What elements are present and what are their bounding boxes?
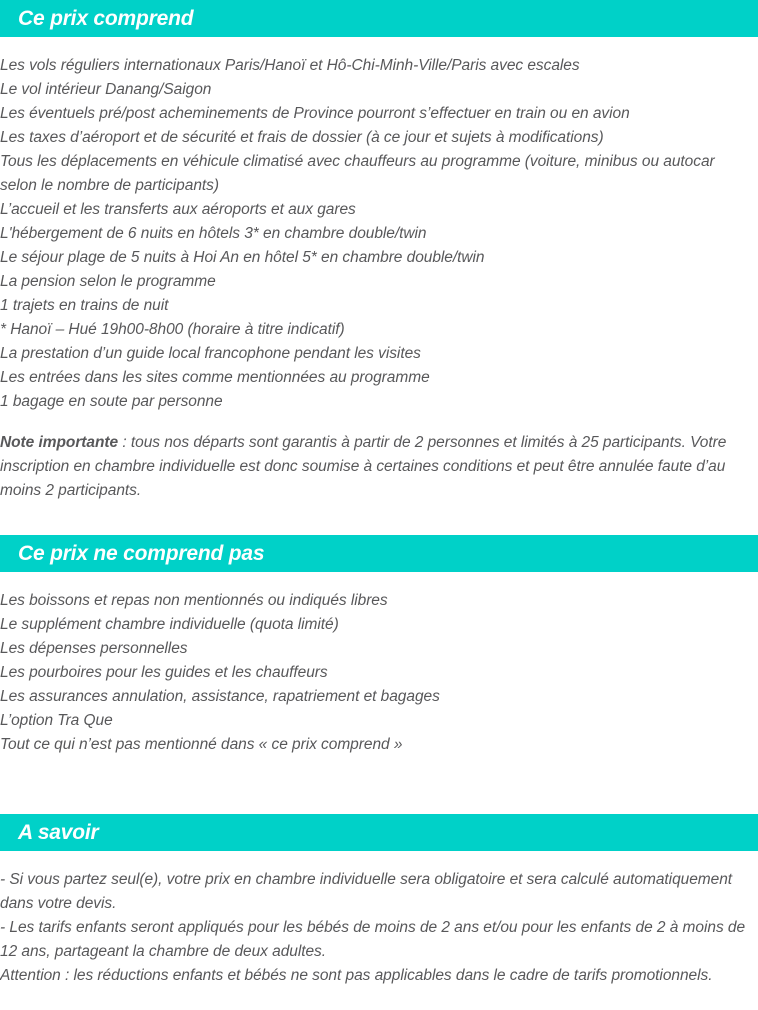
important-note-label: Note importante <box>0 434 119 451</box>
list-item: Les assurances annulation, assistance, rapatriement et bagages <box>0 688 440 705</box>
spacer <box>0 414 758 431</box>
list-item: Les vols réguliers internationaux Paris/Hanoï et Hô-Chi-Minh-Ville/Paris avec escales <box>0 57 580 74</box>
list-item: Les pourboires pour les guides et les chauffeurs <box>0 664 328 681</box>
list-item: Les taxes d’aéroport et de sécurité et frais de dossier (à ce jour et sujets à modifications) <box>0 129 604 146</box>
list-item: L’accueil et les transferts aux aéroports et aux gares <box>0 201 356 218</box>
list-item: Le vol intérieur Danang/Saigon <box>0 81 212 98</box>
spacer <box>0 503 758 535</box>
list-item: Tout ce qui n’est pas mentionné dans « ce prix comprend » <box>0 736 403 753</box>
paragraph: - Les tarifs enfants seront appliqués pour les bébés de moins de 2 ans et/ou pour les enfants de 2 à moins de 12 ans, partageant la chambre de deux adultes. <box>0 919 746 960</box>
list-item: La prestation d’un guide local francophone pendant les visites <box>0 345 421 362</box>
section-body-a-savoir <box>0 851 758 1010</box>
section-title: Ce prix comprend <box>18 7 194 30</box>
spacer <box>0 988 758 1010</box>
section-header-ce-prix-comprend <box>0 0 758 37</box>
list-item: 1 trajets en trains de nuit <box>0 297 169 314</box>
section-header-a-savoir <box>0 814 758 851</box>
paragraph: Attention : les réductions enfants et bébés ne sont pas applicables dans le cadre de tarifs promotionnels. <box>0 967 713 984</box>
paragraph: - Si vous partez seul(e), votre prix en chambre individuelle sera obligatoire et sera calculé automatiquement dans votre devis. <box>0 871 733 912</box>
list-item: Le séjour plage de 5 nuits à Hoi An en hôtel 5* en chambre double/twin <box>0 249 485 266</box>
list-item: L'hébergement de 6 nuits en hôtels 3* en chambre double/twin <box>0 225 427 242</box>
spacer <box>0 757 758 814</box>
important-note <box>0 431 758 503</box>
list-item: Les boissons et repas non mentionnés ou indiqués libres <box>0 592 388 609</box>
section-title: A savoir <box>18 821 99 844</box>
list-item: Les éventuels pré/post acheminements de Province pourront s’effectuer en train ou en avion <box>0 105 630 122</box>
section-a-savoir <box>0 814 758 1010</box>
spacer <box>0 572 758 589</box>
section-body-ce-prix-ne-comprend-pas <box>0 572 758 814</box>
section-ce-prix-ne-comprend-pas <box>0 535 758 814</box>
list-item: Les dépenses personnelles <box>0 640 188 657</box>
list-item: Tous les déplacements en véhicule climatisé avec chauffeurs au programme (voiture, minibus ou autocar selon le nombre de participants) <box>0 153 715 194</box>
list-item: 1 bagage en soute par personne <box>0 393 223 410</box>
list-item: * Hanoï – Hué 19h00-8h00 (horaire à titre indicatif) <box>0 321 345 338</box>
section-header-ce-prix-ne-comprend-pas <box>0 535 758 572</box>
list-item: La pension selon le programme <box>0 273 216 290</box>
list-item: Le supplément chambre individuelle (quota limité) <box>0 616 339 633</box>
spacer <box>0 851 758 868</box>
section-body-ce-prix-comprend <box>0 37 758 535</box>
list-item: L’option Tra Que <box>0 712 113 729</box>
list-item: Les entrées dans les sites comme mentionnées au programme <box>0 369 430 386</box>
spacer <box>0 37 758 54</box>
important-note-text: : tous nos départs sont garantis à partir de 2 personnes et limités à 25 participants. Votre inscription en chambre individuelle est donc soumise à certaines conditions et peut être annulée faute d’au moins 2 participants. <box>0 434 727 499</box>
section-title: Ce prix ne comprend pas <box>18 542 265 565</box>
